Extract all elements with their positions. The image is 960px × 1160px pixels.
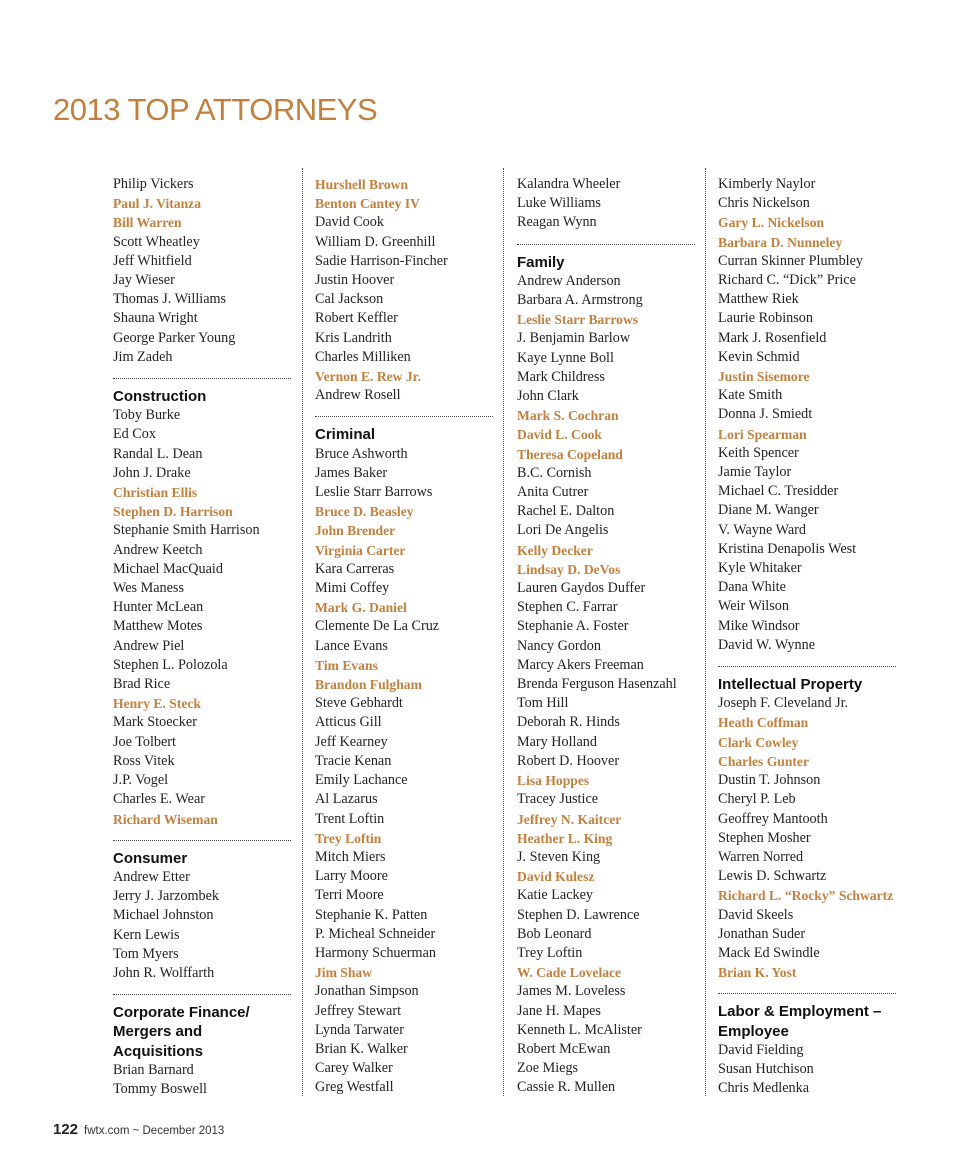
attorney-name: John R. Wolffarth (113, 964, 215, 981)
attorney-name: Ed Cox (113, 426, 156, 443)
section-heading: Mergers and (113, 1023, 203, 1041)
attorney-name: Deborah R. Hinds (517, 714, 620, 731)
attorney-name: Carey Walker (315, 1060, 393, 1077)
attorney-name: Marcy Akers Freeman (517, 656, 644, 673)
attorney-name: Geoffrey Mantooth (718, 810, 828, 827)
column-divider (503, 168, 504, 1096)
attorney-name: Kyle Whitaker (718, 560, 802, 577)
section-divider (315, 416, 493, 417)
attorney-name: Stephanie Smith Harrison (113, 522, 260, 539)
attorney-name: Trey Loftin (517, 944, 583, 961)
section-divider (113, 378, 291, 379)
attorney-name: Terri Moore (315, 887, 384, 904)
attorney-name: James M. Loveless (517, 983, 626, 1000)
attorney-name: Joe Tolbert (113, 733, 176, 750)
attorney-name: Lewis D. Schwartz (718, 868, 827, 885)
attorney-name: Reagan Wynn (517, 214, 597, 231)
column-divider (705, 168, 706, 1096)
column-2 (315, 175, 497, 1098)
attorney-name: Cassie R. Mullen (517, 1079, 616, 1096)
attorney-name: Keith Spencer (718, 444, 799, 461)
attorney-name-highlighted: Gary L. Nickelson (718, 215, 825, 231)
attorney-name: Jay Wieser (113, 272, 175, 289)
attorney-name: Kern Lewis (113, 926, 180, 943)
attorney-name: David W. Wynne (718, 636, 816, 653)
attorney-name-highlighted: Christian Ellis (113, 485, 198, 501)
attorney-name: Kimberly Naylor (718, 176, 816, 192)
attorney-name: Brenda Ferguson Hasenzahl (517, 676, 677, 693)
attorney-name: Ross Vitek (113, 752, 175, 769)
attorney-name: Weir Wilson (718, 598, 789, 615)
attorney-name-highlighted: Barbara D. Nunneley (718, 234, 843, 250)
attorney-name: David Skeels (718, 906, 794, 923)
attorney-name: Robert D. Hoover (517, 752, 620, 769)
attorney-name-highlighted: Lori Spearman (718, 426, 807, 442)
attorney-name: Barbara A. Armstrong (517, 292, 643, 309)
attorney-name-highlighted: Mark G. Daniel (315, 600, 407, 616)
page-number: 122 (53, 1121, 79, 1138)
attorney-name: Jane H. Mapes (517, 1002, 601, 1019)
attorney-name-highlighted: Bruce D. Beasley (315, 504, 414, 520)
attorney-name: Robert McEwan (517, 1040, 611, 1057)
column-3 (517, 175, 699, 1098)
attorney-name-highlighted: Leslie Starr Barrows (517, 312, 639, 328)
attorney-name: Tom Hill (517, 695, 569, 712)
attorney-name: J. Benjamin Barlow (517, 330, 631, 347)
attorney-name: Emily Lachance (315, 772, 408, 789)
attorney-name-highlighted: Hurshell Brown (315, 177, 409, 192)
attorney-name: Tracie Kenan (315, 752, 392, 769)
attorney-name: Philip Vickers (113, 176, 194, 192)
attorney-name: Jonathan Suder (718, 925, 806, 942)
section-heading: Acquisitions (113, 1042, 204, 1060)
attorney-name: Stephen C. Farrar (517, 599, 618, 616)
attorney-name: Wes Maness (113, 580, 184, 597)
attorney-name: Scott Wheatley (113, 233, 200, 250)
section-heading: Construction (113, 388, 207, 406)
attorney-name: Donna J. Smiedt (718, 406, 813, 423)
attorney-name: Chris Medlenka (718, 1080, 810, 1097)
attorney-name: Hunter McLean (113, 599, 204, 616)
attorney-name-highlighted: Stephen D. Harrison (113, 504, 233, 520)
attorney-name: James Baker (315, 464, 388, 481)
attorney-name: Michael Johnston (113, 907, 214, 924)
section-heading: Labor & Employment – (718, 1003, 882, 1021)
section-divider (113, 840, 291, 841)
attorney-name-highlighted: Lisa Hoppes (517, 773, 590, 789)
section-divider (718, 666, 896, 667)
attorney-name-highlighted: Jim Shaw (315, 965, 373, 981)
attorney-name-highlighted: Virginia Carter (315, 542, 406, 558)
attorney-name: Brian Barnard (113, 1061, 194, 1078)
attorney-name: Robert Keffler (315, 310, 398, 327)
attorney-name-highlighted: Kelly Decker (517, 542, 593, 558)
attorney-name-highlighted: Richard L. “Rocky” Schwartz (718, 888, 894, 904)
attorney-name: Diane M. Wanger (718, 502, 819, 519)
attorney-name: J. Steven King (517, 848, 601, 865)
attorney-name: Harmony Schuerman (315, 944, 436, 961)
attorney-name: Joseph F. Cleveland Jr. (718, 695, 849, 712)
attorney-name: Kate Smith (718, 387, 783, 404)
attorney-name: Jim Zadeh (113, 348, 173, 365)
attorney-name: Matthew Motes (113, 618, 203, 635)
attorney-name: Toby Burke (113, 407, 181, 424)
attorney-name: Kevin Schmid (718, 348, 800, 365)
attorney-name: Jerry J. Jarzombek (113, 888, 219, 905)
attorney-name: Al Lazarus (315, 791, 378, 808)
attorney-name: Susan Hutchison (718, 1060, 814, 1077)
attorney-name: Luke Williams (517, 195, 601, 212)
attorney-name: Andrew Rosell (315, 387, 401, 404)
attorney-name: B.C. Cornish (517, 464, 592, 481)
attorney-name: Jeffrey Stewart (315, 1002, 402, 1019)
attorney-name: George Parker Young (113, 329, 236, 346)
attorney-name: Dustin T. Johnson (718, 772, 821, 789)
attorney-name: Sadie Harrison-Fincher (315, 252, 448, 269)
attorney-name: P. Micheal Schneider (315, 925, 436, 942)
attorney-name: Anita Cutrer (517, 484, 589, 501)
section-heading: Employee (718, 1022, 789, 1040)
attorney-name: Kara Carreras (315, 560, 395, 577)
section-heading: Family (517, 253, 565, 271)
attorney-name: Brad Rice (113, 676, 171, 693)
attorney-name: Kalandra Wheeler (517, 176, 621, 192)
attorney-name-highlighted: Henry E. Steck (113, 696, 201, 712)
attorney-name: Tracey Justice (517, 791, 599, 808)
attorney-name: Zoe Miegs (517, 1060, 579, 1077)
attorney-name: Clemente De La Cruz (315, 618, 440, 635)
column-4 (718, 175, 900, 1098)
attorney-name-highlighted: Jeffrey N. Kaitcer (517, 811, 622, 827)
attorney-name: Bob Leonard (517, 925, 592, 942)
attorney-name: Cal Jackson (315, 291, 384, 308)
attorney-name: Kristina Denapolis West (718, 540, 857, 557)
attorney-name: Brian K. Walker (315, 1040, 408, 1057)
attorney-name-highlighted: Charles Gunter (718, 753, 809, 769)
attorney-name-highlighted: Vernon E. Rew Jr. (315, 369, 421, 385)
attorney-name: V. Wayne Ward (718, 521, 806, 538)
attorney-name: Mark Stoecker (113, 714, 197, 731)
attorney-name-highlighted: Paul J. Vitanza (113, 196, 201, 212)
attorney-name: Leslie Starr Barrows (315, 484, 433, 501)
attorney-name-highlighted: Heather L. King (517, 830, 613, 846)
attorney-name-highlighted: Trey Loftin (315, 830, 382, 846)
attorney-name-highlighted: Mark S. Cochran (517, 408, 619, 424)
section-heading: Consumer (113, 849, 188, 867)
attorney-name: John Clark (517, 388, 579, 405)
attorney-name-highlighted: Richard Wiseman (113, 811, 218, 827)
page-title: 2013 TOP ATTORNEYS (53, 92, 378, 127)
attorney-name: Stephen D. Lawrence (517, 906, 640, 923)
attorney-name: Atticus Gill (315, 714, 382, 731)
attorney-name: Stephen Mosher (718, 829, 811, 846)
column-1 (113, 175, 295, 1099)
attorney-name: Nancy Gordon (517, 637, 601, 654)
attorney-name: Andrew Etter (113, 868, 190, 885)
attorney-name-highlighted: David L. Cook (517, 427, 602, 443)
attorney-name: Andrew Piel (113, 637, 185, 654)
section-heading: Intellectual Property (718, 676, 863, 694)
attorney-name: Justin Hoover (315, 272, 395, 289)
attorney-name: Thomas J. Williams (113, 291, 227, 308)
attorney-name: Mary Holland (517, 733, 597, 750)
attorney-name-highlighted: Theresa Copeland (517, 446, 623, 462)
attorney-name: William D. Greenhill (315, 233, 436, 250)
section-divider (113, 994, 291, 995)
section-heading: Corporate Finance/ (113, 1004, 250, 1022)
section-divider (517, 244, 695, 245)
attorney-name: Andrew Anderson (517, 272, 621, 289)
attorney-name: Matthew Riek (718, 291, 799, 308)
section-heading: Criminal (315, 426, 376, 444)
footer-source: fwtx.com ~ December 2013 (84, 1125, 225, 1137)
attorney-name: Kaye Lynne Boll (517, 349, 614, 366)
attorney-name: John J. Drake (113, 464, 191, 481)
attorney-name: Greg Westfall (315, 1079, 394, 1096)
attorney-name: David Fielding (718, 1041, 804, 1058)
attorney-name: Stephen L. Polozola (113, 656, 228, 673)
attorney-name: Mark Childress (517, 368, 605, 385)
attorney-name: David Cook (315, 214, 384, 231)
attorney-name: Stephanie A. Foster (517, 618, 629, 635)
attorney-name: Dana White (718, 579, 786, 596)
attorney-name-highlighted: Brandon Fulgham (315, 677, 422, 693)
attorney-name-highlighted: Brian K. Yost (718, 965, 797, 981)
attorney-name: Shauna Wright (113, 310, 198, 327)
attorney-name-highlighted: Clark Cowley (718, 734, 799, 750)
attorney-name: Lauren Gaydos Duffer (517, 580, 646, 597)
attorney-name: Lynda Tarwater (315, 1021, 404, 1038)
attorney-name: Mike Windsor (718, 617, 800, 634)
attorney-name: Mimi Coffey (315, 580, 390, 597)
attorney-name: Randal L. Dean (113, 445, 203, 462)
attorney-name: Charles Milliken (315, 348, 411, 365)
attorney-name-highlighted: W. Cade Lovelace (517, 965, 622, 981)
attorney-name: Mark J. Rosenfield (718, 329, 827, 346)
page-footer (53, 1121, 224, 1138)
attorney-name: Jeff Whitfield (113, 252, 192, 269)
attorney-name: Warren Norred (718, 848, 804, 865)
attorney-name: Mack Ed Swindle (718, 944, 820, 961)
attorney-name-highlighted: Heath Coffman (718, 715, 809, 731)
section-divider (718, 993, 896, 994)
attorney-name: Lance Evans (315, 637, 388, 654)
attorney-name-highlighted: David Kulesz (517, 869, 595, 885)
attorney-name: Cheryl P. Leb (718, 791, 796, 808)
attorney-name: Steve Gebhardt (315, 695, 403, 712)
attorney-name-highlighted: Tim Evans (315, 657, 378, 673)
attorney-name-highlighted: Lindsay D. DeVos (517, 561, 621, 577)
attorney-name: Jamie Taylor (718, 464, 792, 481)
attorney-name: Rachel E. Dalton (517, 503, 615, 520)
attorney-name: Curran Skinner Plumbley (718, 252, 864, 269)
attorney-name: Larry Moore (315, 868, 388, 885)
attorney-name: Chris Nickelson (718, 195, 810, 212)
attorney-name: Laurie Robinson (718, 310, 813, 327)
attorney-name: Charles E. Wear (113, 791, 205, 808)
attorney-name-highlighted: Justin Sisemore (718, 369, 810, 385)
attorney-name: J.P. Vogel (113, 772, 169, 789)
attorney-name: Tom Myers (113, 945, 179, 962)
attorney-name: Andrew Keetch (113, 541, 203, 558)
attorney-name-highlighted: John Brender (315, 523, 396, 539)
column-divider (302, 168, 303, 1096)
attorney-name: Katie Lackey (517, 887, 594, 904)
attorney-name: Richard C. “Dick” Price (718, 272, 856, 289)
attorney-name: Kris Landrith (315, 329, 392, 346)
attorney-name: Lori De Angelis (517, 522, 609, 539)
attorney-name: Jonathan Simpson (315, 983, 419, 1000)
attorney-name: Bruce Ashworth (315, 445, 408, 462)
attorney-name: Kenneth L. McAlister (517, 1021, 642, 1038)
attorney-name-highlighted: Bill Warren (113, 215, 182, 231)
attorney-name: Stephanie K. Patten (315, 906, 428, 923)
attorney-name: Trent Loftin (315, 810, 385, 827)
attorney-name: Michael MacQuaid (113, 560, 223, 577)
attorney-name: Jeff Kearney (315, 733, 388, 750)
attorney-name-highlighted: Benton Cantey IV (315, 196, 420, 212)
attorney-name: Tommy Boswell (113, 1080, 207, 1097)
attorney-name: Michael C. Tresidder (718, 483, 839, 500)
attorney-name: Mitch Miers (315, 848, 386, 865)
